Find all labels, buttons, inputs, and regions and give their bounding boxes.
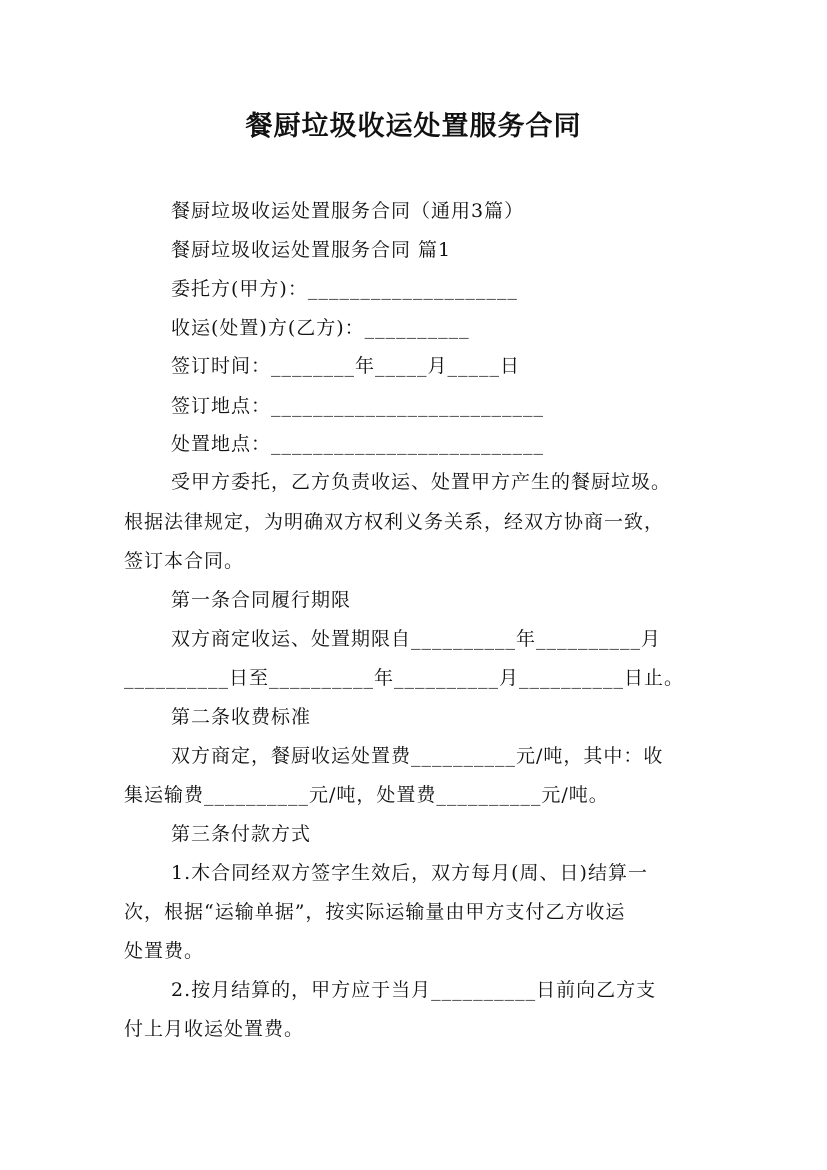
paragraph-line: 1.木合同经双方签字生效后，双方每月(周、日)结算一 [171, 862, 648, 884]
clause-heading: 第一条合同履行期限 [171, 589, 352, 611]
paragraph-line: 付上月收运处置费。 [124, 1018, 305, 1040]
paragraph-line: 双方商定收运、处置期限自__________年__________月 [171, 628, 662, 650]
clause-heading: 第三条付款方式 [171, 823, 312, 845]
paragraph-line: 次，根据“运输单据”，按实际运输量由甲方支付乙方收运 [124, 901, 626, 923]
signing-place-line: 签订地点：__________________________ [171, 395, 545, 417]
disposal-place-line: 处置地点：__________________________ [171, 433, 545, 455]
document-title: 餐厨垃圾收运处置服务合同 [245, 111, 582, 142]
paragraph-line: 处置费。 [124, 940, 205, 962]
paragraph-line: 受甲方委托，乙方负责收运、处置甲方产生的餐厨垃圾。 [171, 471, 672, 493]
section-heading: 餐厨垃圾收运处置服务合同 篇1 [171, 239, 452, 261]
signing-date-line: 签订时间：________年_____月_____日 [171, 355, 521, 377]
paragraph-line: 2.按月结算的，甲方应于当月__________日前向乙方支 [171, 979, 657, 1001]
clause-heading: 第二条收费标准 [171, 706, 312, 728]
paragraph-line: 签订本合同。 [124, 550, 245, 572]
paragraph-line: 双方商定，餐厨收运处置费__________元/吨，其中：收 [171, 745, 664, 767]
subtitle-line: 餐厨垃圾收运处置服务合同（通用3篇） [171, 200, 525, 222]
party-a-line: 委托方(甲方)：____________________ [171, 278, 518, 300]
paragraph-line: 集运输费__________元/吨，处置费__________元/吨。 [124, 784, 609, 806]
paragraph-line: __________日至__________年__________月__________日止。 [124, 667, 685, 689]
party-b-line: 收运(处置)方(乙方)：__________ [171, 317, 470, 339]
paragraph-line: 根据法律规定，为明确双方权利义务关系，经双方协商一致， [124, 511, 665, 533]
